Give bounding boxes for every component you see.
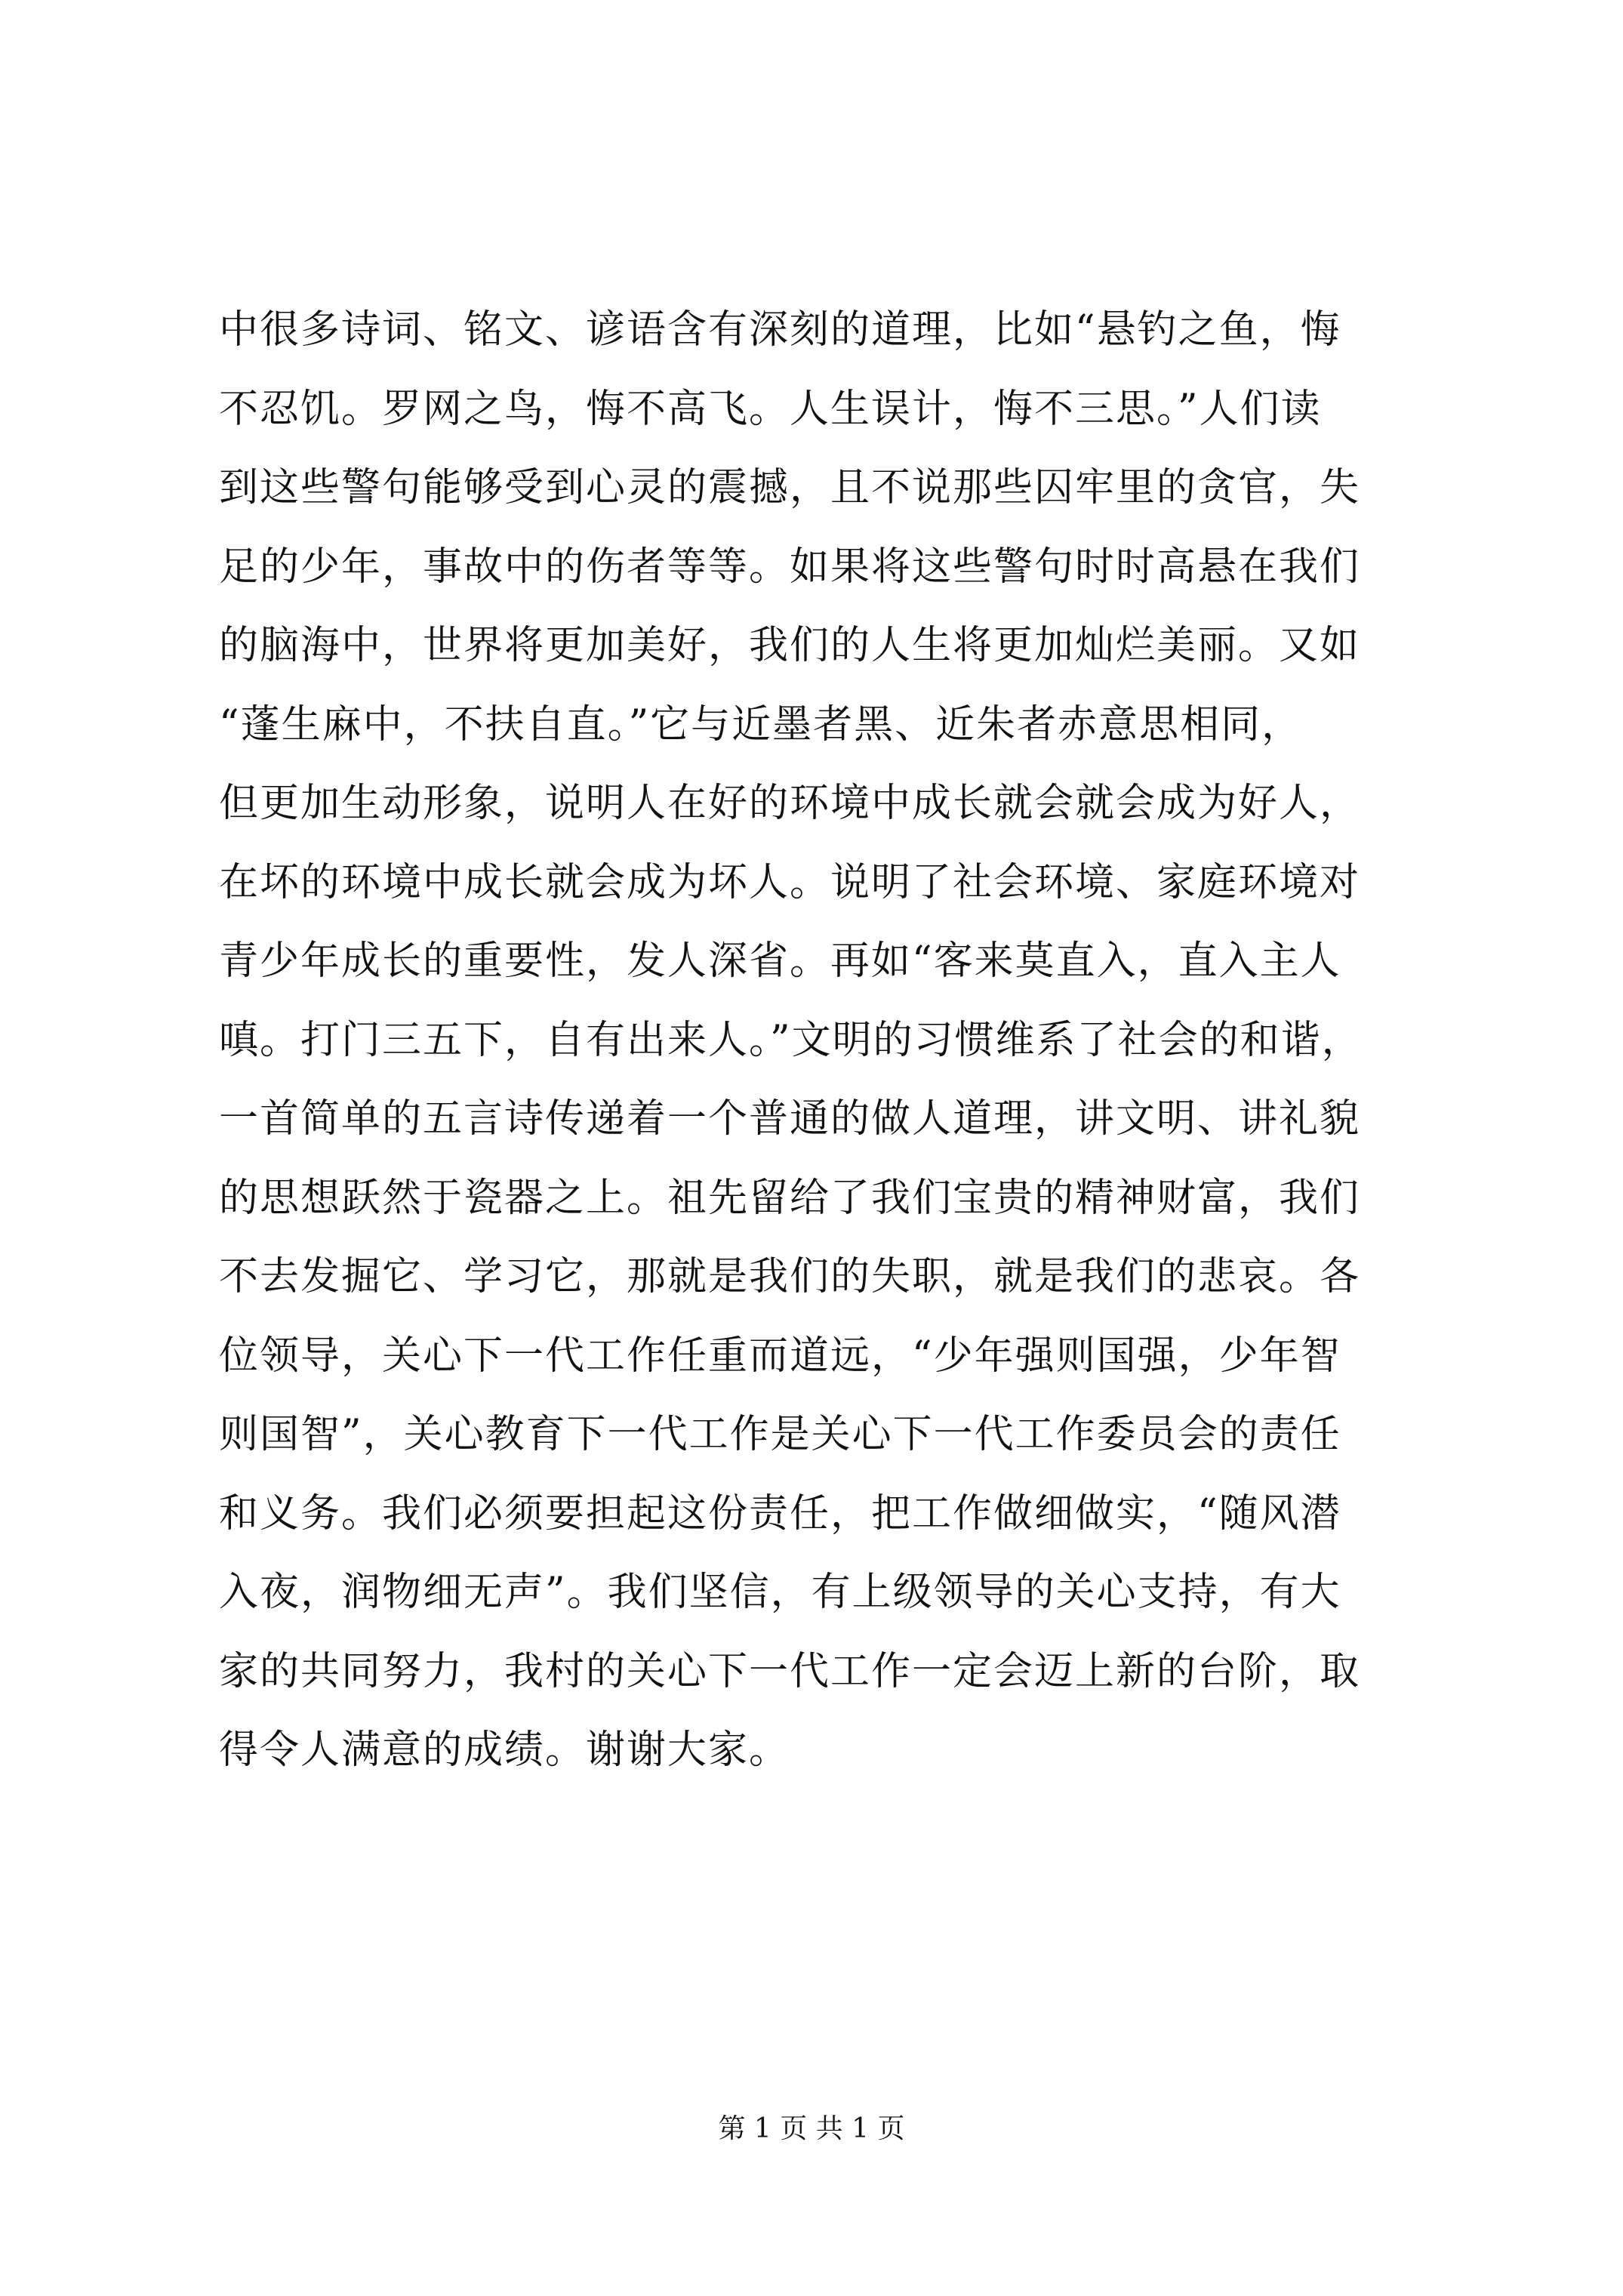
text-line: 则国智”，关心教育下一代工作是关心下一代工作委员会的责任 <box>219 1412 1341 1457</box>
text-line: 足的少年，事故中的伤者等等。如果将这些警句时时高悬在我们 <box>219 544 1361 590</box>
text-line: 中很多诗词、铭文、谚语含有深刻的道理，比如“悬钓之鱼，悔 <box>219 307 1341 353</box>
text-line: 不去发掘它、学习它，那就是我们的失职，就是我们的悲哀。各 <box>219 1254 1361 1299</box>
text-line: 家的共同努力，我村的关心下一代工作一定会迈上新的台阶，取 <box>219 1648 1361 1694</box>
text-line: 入夜，润物细无声”。我们坚信，有上级领导的关心支持，有大 <box>219 1570 1341 1615</box>
body-text <box>219 291 1427 1790</box>
text-line: 但更加生动形象，说明人在好的环境中成长就会就会成为好人， <box>219 781 1361 826</box>
text-line: 的脑海中，世界将更加美好，我们的人生将更加灿烂美丽。又如 <box>219 623 1361 668</box>
text-line: 不忍饥。罗网之鸟，悔不高飞。人生误计，悔不三思。”人们读 <box>219 386 1322 432</box>
text-line: “蓬生麻中，不扶自直。”它与近墨者黑、近朱者赤意思相同， <box>219 701 1303 747</box>
text-line: 到这些警句能够受到心灵的震撼，且不说那些囚牢里的贪官，失 <box>219 465 1361 510</box>
text-line: 位领导，关心下一代工作任重而道远，“少年强则国强，少年智 <box>219 1333 1341 1379</box>
text-line: 和义务。我们必须要担起这份责任，把工作做细做实，“随风潜 <box>219 1490 1341 1536</box>
text-line: 在坏的环境中成长就会成为坏人。说明了社会环境、家庭环境对 <box>219 859 1361 905</box>
text-line: 得令人满意的成绩。谢谢大家。 <box>219 1727 790 1773</box>
text-line: 一首简单的五言诗传递着一个普通的做人道理，讲文明、讲礼貌 <box>219 1096 1361 1142</box>
page-number-footer: 第 1 页 共 1 页 <box>718 2113 905 2144</box>
text-line: 的思想跃然于瓷器之上。祖先留给了我们宝贵的精神财富，我们 <box>219 1175 1361 1221</box>
text-line: 嗔。打门三五下，自有出来人。”文明的习惯维系了社会的和谐， <box>219 1017 1363 1063</box>
text-line: 青少年成长的重要性，发人深省。再如“客来莫直入，直入主人 <box>219 938 1341 984</box>
